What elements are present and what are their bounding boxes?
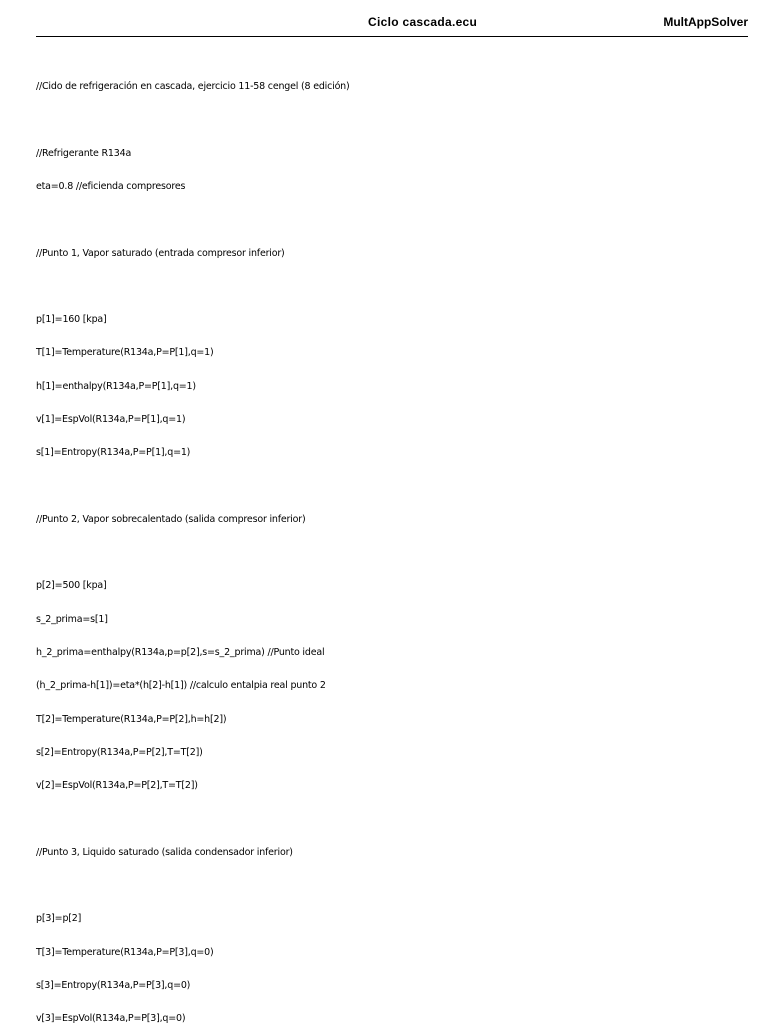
page-header [36, 0, 748, 37]
code-line: s_2_prima=s[1] [36, 613, 108, 625]
blank-line [36, 281, 748, 292]
code-line: (h_2_prima-h[1])=eta*(h[2]-h[1]) //calculo entalpia real punto 2 [36, 680, 326, 692]
code-line: T[3]=Temperature(R134a,P=P[3],q=0) [36, 946, 214, 958]
code-line: p[3]=p[2] [36, 913, 82, 925]
code-line: v[1]=EspVol(R134a,P=P[1],q=1) [36, 414, 186, 425]
code-line: v[2]=EspVol(R134a,P=P[2],T=T[2]) [36, 780, 198, 792]
document-title: Ciclo cascada.ecu [368, 15, 478, 29]
equation-text [36, 59, 748, 1035]
app-name: MultAppSolver [663, 15, 748, 29]
code-line: s[3]=Entropy(R134a,P=P[3],q=0) [36, 979, 191, 991]
blank-line [36, 481, 748, 492]
code-line: s[2]=Entropy(R134a,P=P[2],T=T[2]) [36, 746, 203, 758]
blank-line [36, 114, 748, 125]
code-line: T[1]=Temperature(R134a,P=P[1],q=1) [36, 347, 214, 359]
code-line: h[1]=enthalpy(R134a,P=P[1],q=1) [36, 380, 196, 392]
code-comment: //Refrigerante R134a [36, 147, 132, 159]
code-line: p[1]=160 [kpa] [36, 314, 107, 326]
code-line: eta=0.8 //eficienda compresores [36, 181, 186, 193]
code-line: p[2]=500 [kpa] [36, 580, 107, 592]
code-comment: //Punto 1, Vapor saturado (entrada compresor inferior) [36, 247, 285, 259]
code-line: T[2]=Temperature(R134a,P=P[2],h=h[2]) [36, 713, 227, 725]
code-comment: //Punto 2, Vapor sobrecalentado (salida compresor inferior) [36, 513, 306, 525]
code-line: h_2_prima=enthalpy(R134a,p=p[2],s=s_2_prima) //Punto ideal [36, 646, 325, 658]
code-line: s[1]=Entropy(R134a,P=P[1],q=1) [36, 447, 191, 459]
blank-line [36, 880, 748, 891]
code-comment: //Cido de refrigeración en cascada, ejercicio 11-58 cengel (8 edición) [36, 81, 350, 93]
code-comment: //Punto 3, Liquido saturado (salida condensador inferior) [36, 846, 293, 858]
blank-line [36, 214, 748, 225]
blank-line [36, 547, 748, 558]
code-line: v[3]=EspVol(R134a,P=P[3],q=0) [36, 1013, 186, 1025]
blank-line [36, 813, 748, 824]
